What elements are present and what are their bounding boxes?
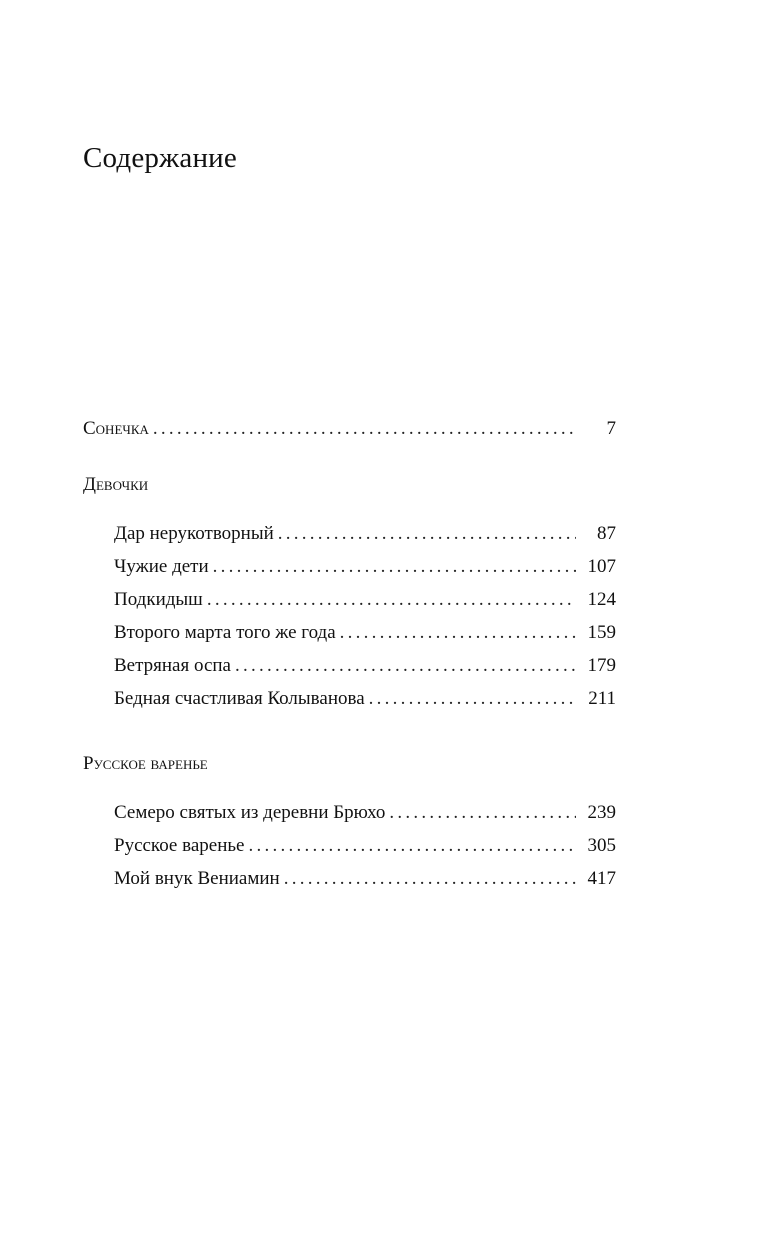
toc-entry-title: Второго марта того же года [114,622,336,643]
page-title: Содержание [83,142,237,174]
toc-entry-title: Ветряная оспа [114,655,231,676]
toc-entry-title: Дар нерукотворный [114,523,274,544]
toc-entry [114,517,616,550]
story-list [83,517,616,715]
toc-entry-title: Подкидыш [114,589,203,610]
toc-entry-page: 159 [587,622,616,643]
toc-entry-title: Русское варенье [114,835,245,856]
toc-entry-title: Чужие дети [114,556,209,577]
toc-entry-page: 417 [587,868,616,889]
toc-entry-sonechka [83,412,616,445]
dot-leader [340,616,576,649]
dot-leader [389,796,576,829]
part-russkoe-varenye [83,747,616,895]
dot-leader [284,862,576,895]
toc-entry-page: 124 [587,589,616,610]
dot-leader [207,583,576,616]
toc-entry-page: 211 [588,688,616,709]
dot-leader [213,550,576,583]
toc-entry-page: 7 [606,418,616,439]
toc-entry-page: 107 [587,556,616,577]
toc-entry-page: 179 [587,655,616,676]
dot-leader [278,517,576,550]
toc-entry-title: Мой внук Вениамин [114,868,280,889]
toc-entry-page: 305 [587,835,616,856]
toc-entry [114,829,616,862]
dot-leader [153,412,576,445]
dot-leader [369,682,576,715]
dot-leader [235,649,576,682]
table-of-contents [83,412,616,927]
toc-entry [114,550,616,583]
toc-entry-title: Сонечка [83,418,149,439]
toc-entry [114,682,616,715]
toc-entry-page: 87 [597,523,616,544]
toc-entry [114,616,616,649]
part-heading: Девочки [83,474,149,495]
dot-leader [248,829,576,862]
toc-entry-title: Семеро святых из деревни Брюхо [114,802,386,823]
toc-entry-page: 239 [587,802,616,823]
toc-entry [114,796,616,829]
part-heading: Русское варенье [83,753,208,774]
toc-entry [114,649,616,682]
toc-entry [114,583,616,616]
toc-entry [114,862,616,895]
part-devochki [83,468,616,715]
story-list [83,796,616,895]
toc-entry-title: Бедная счастливая Колыванова [114,688,365,709]
